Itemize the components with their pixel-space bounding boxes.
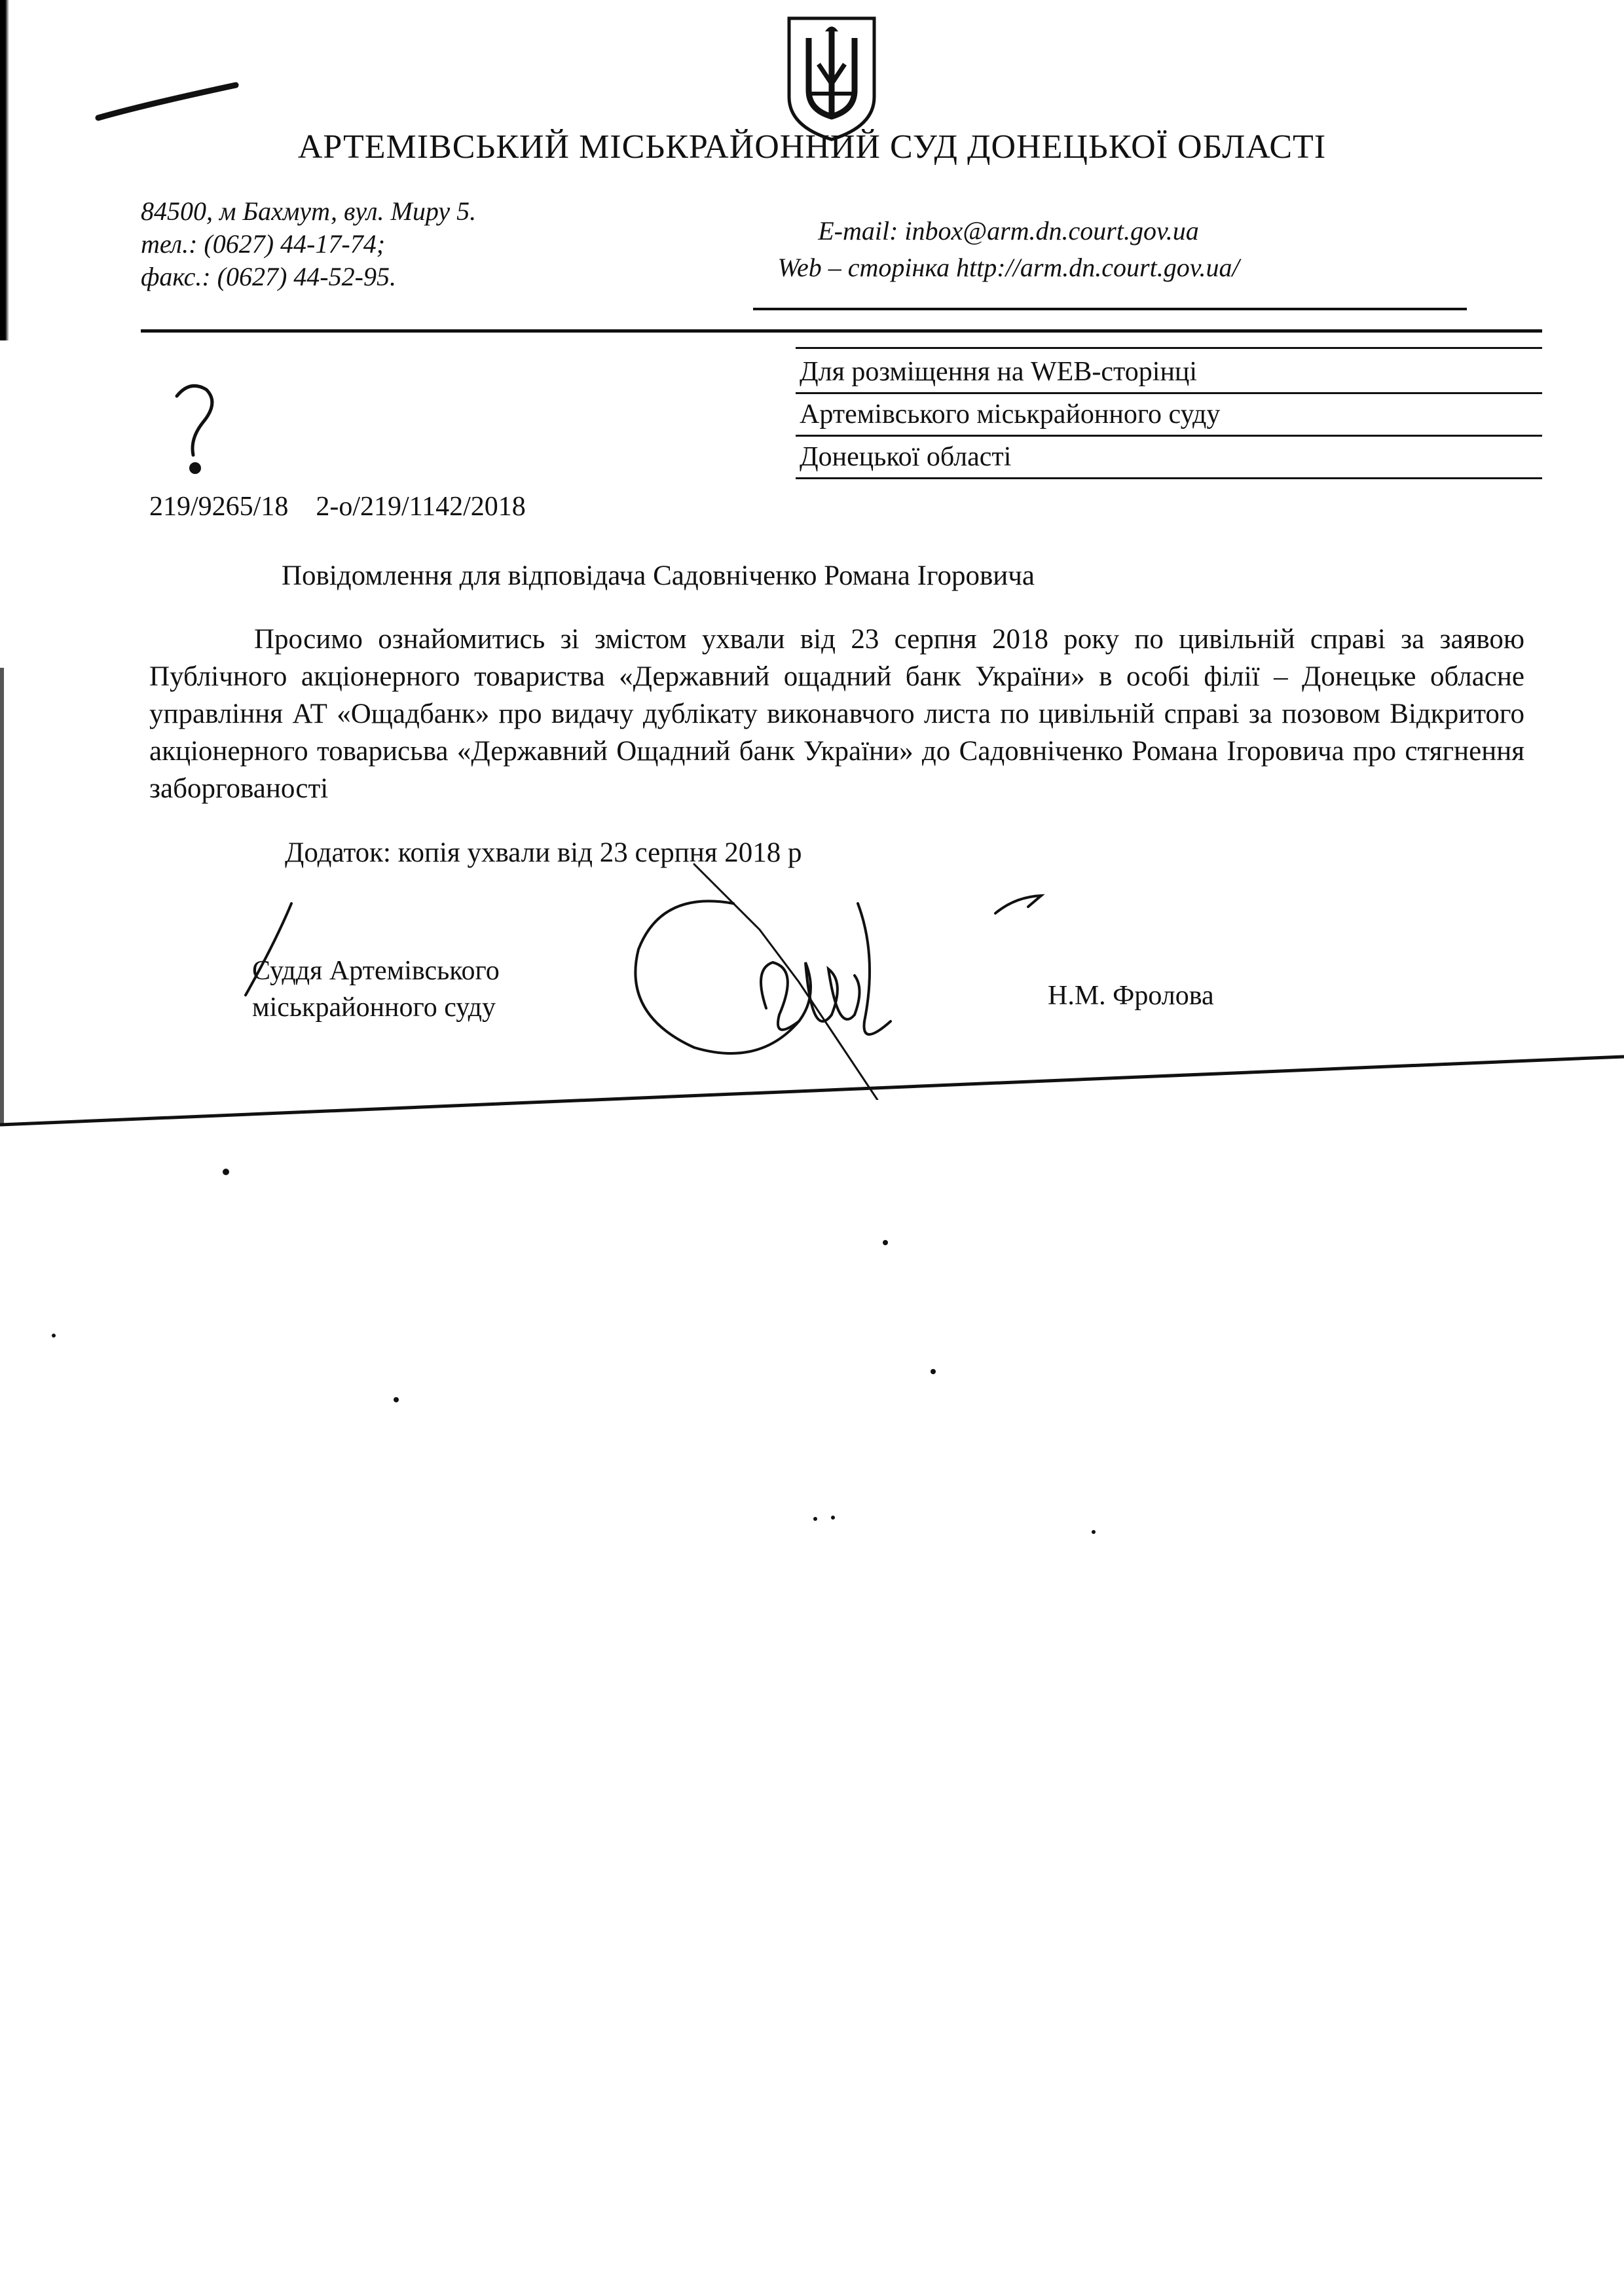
notice-title: Повідомлення для відповідача Садовніченко Романа Ігоровича <box>282 560 1035 591</box>
publication-note-line: Донецької області <box>796 437 1542 479</box>
header-rule-short <box>753 308 1467 310</box>
trident-emblem-icon <box>783 12 881 143</box>
pen-stroke-mark <box>92 79 242 131</box>
contact-block-right <box>707 213 1310 286</box>
pen-tick-mark <box>989 890 1048 923</box>
publication-note-line: Артемівського міськрайонного суду <box>796 394 1542 437</box>
court-address: 84500, м Бахмут, вул. Миру 5. <box>141 196 477 226</box>
header-rule-long <box>141 329 1542 333</box>
notice-body: Просимо ознайомитись зі змістом ухвали від 23 серпня 2018 року по цивільній справі за заявою Публічного акціонерного товариства «Державний ощадний банк України» в особі філії – Донецьке обласне управління АТ «Ощадбанк» про видачу дублікату виконавчого листа по цивільній справі за позовом Відкритого акціонерного товарисьва «Державний Ощадний банк України» до Садовніченко Романа Ігоровича про стягнення заборгованості <box>149 624 1524 804</box>
attachment-line: Додаток: копія ухвали від 23 серпня 2018 р <box>285 837 802 868</box>
handwritten-question-mark <box>157 376 236 481</box>
publication-note <box>796 347 1542 479</box>
court-website: Web – сторінка http://arm.dn.court.gov.ua/ <box>777 253 1240 282</box>
scan-specks <box>0 1113 1624 1571</box>
judge-role-line: міськрайонного суду <box>252 993 496 1023</box>
judge-name: Н.М. Фролова <box>1048 981 1214 1011</box>
contact-block-left <box>141 195 476 293</box>
judge-role-line: Суддя Артемівського <box>252 956 500 986</box>
court-fax: факс.: (0627) 44-52-95. <box>141 262 396 291</box>
scan-edge <box>0 0 9 340</box>
publication-note-top-rule <box>796 347 1542 349</box>
publication-note-line: Для розміщення на WEB-сторінці <box>796 352 1542 394</box>
case-numbers: 219/9265/18 2-о/219/1142/2018 <box>149 492 526 522</box>
judge-role <box>252 953 500 1026</box>
court-name-heading: АРТЕМІВСЬКИЙ МІСЬКРАЙОННИЙ СУД ДОНЕЦЬКОЇ ОБЛАСТІ <box>297 128 1327 166</box>
court-email: E-mail: inbox@arm.dn.court.gov.ua <box>818 216 1199 246</box>
court-phone: тел.: (0627) 44-17-74; <box>141 229 386 259</box>
